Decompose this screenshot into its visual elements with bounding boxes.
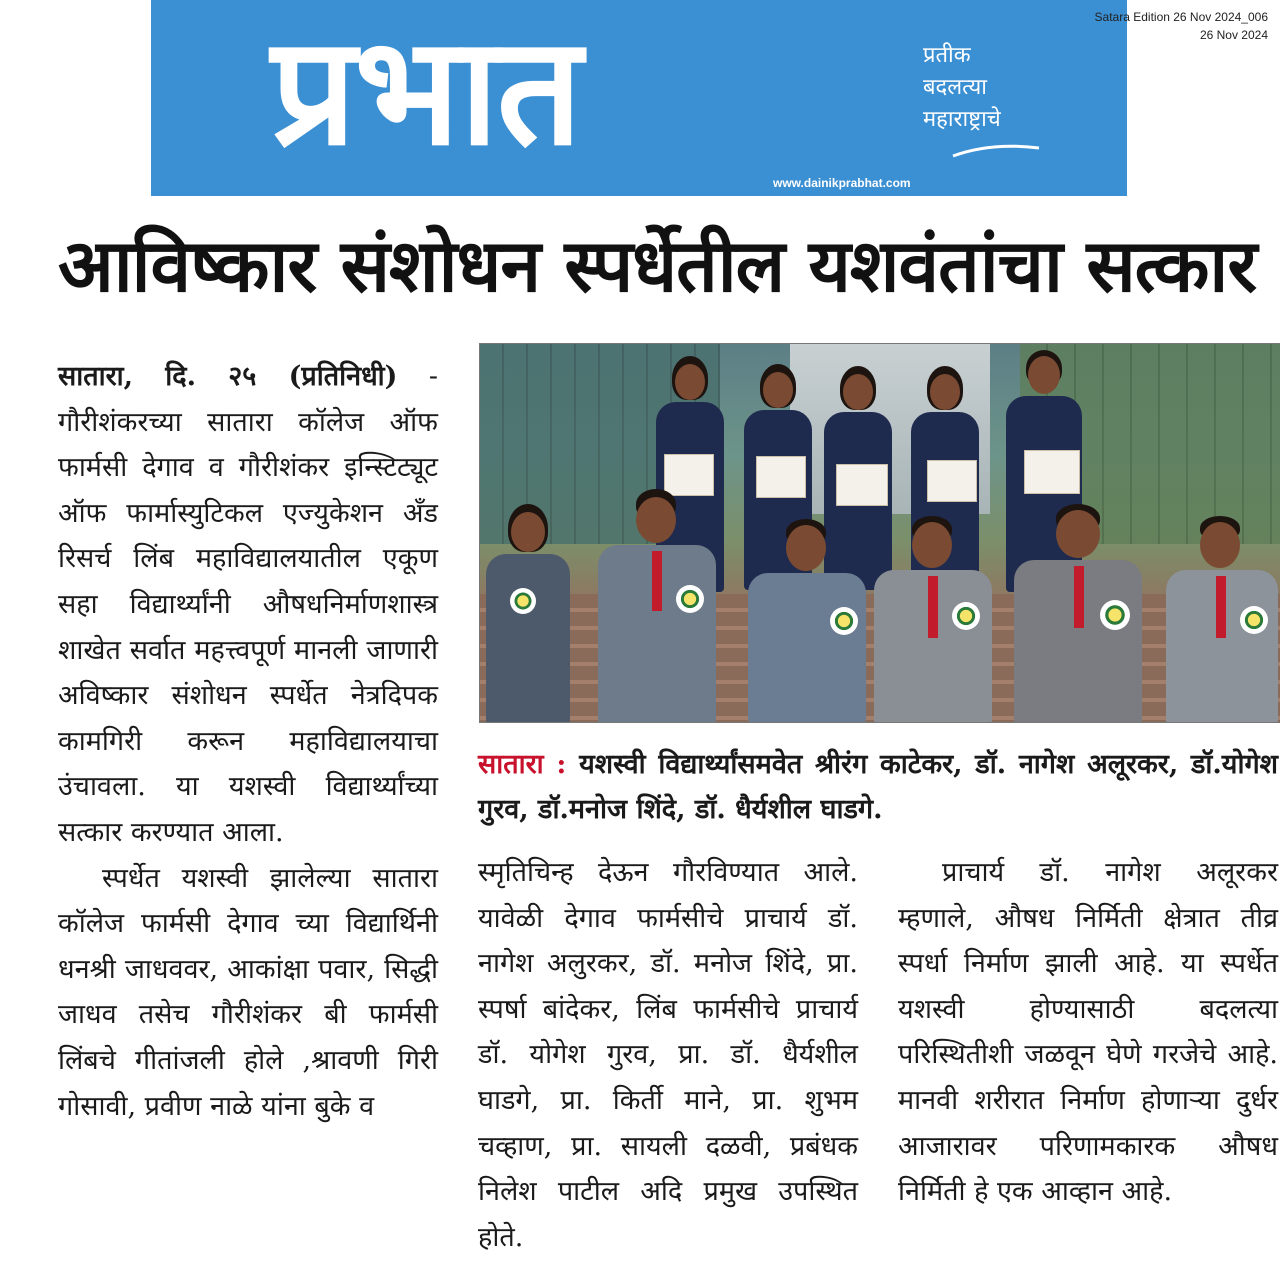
article-column-right: [898, 850, 1278, 1215]
edition-label: Satara Edition 26 Nov 2024_006: [1094, 10, 1268, 24]
caption-place: सातारा :: [478, 749, 567, 780]
caption-text: यशस्वी विद्यार्थ्यांसमवेत श्रीरंग काटेकर, डॉ. नागेश अलूरकर, डॉ.योगेश गुरव, डॉ.मनोज शिंदे, डॉ. धैर्यशील घाडगे.: [478, 749, 1279, 825]
edition-date: 26 Nov 2024: [1199, 28, 1268, 42]
masthead: [151, 0, 1127, 196]
masthead-tagline: [923, 40, 1063, 136]
article-para-4: प्राचार्य डॉ. नागेश अलूरकर म्हणाले, औषध निर्मिती क्षेत्रात तीव्र स्पर्धा निर्माण झाली आहे. या स्पर्धेत यशस्वी होण्यासाठी बदलत्या परिस्थितीशी जळवून घेणे गरजेचे आहे. मानवी शरीरात निर्माण होणाऱ्या दुर्धर आजारावर परिणामकारक औषध निर्मिती हे एक आव्हान आहे.: [898, 857, 1278, 1208]
photo-guest-5: [1008, 504, 1148, 722]
article-column-middle: [478, 850, 858, 1260]
photo-guest-1: [482, 504, 574, 722]
photo-guest-6: [1160, 516, 1280, 722]
photo-guest-4: [868, 516, 998, 722]
masthead-title: प्रभात: [271, 5, 581, 179]
photo-caption: [478, 742, 1278, 832]
news-photo: [479, 343, 1280, 723]
article-column-left: [58, 354, 438, 1129]
edition-info: [1095, 8, 1268, 44]
photo-guest-2: [592, 489, 722, 722]
article-para-3: स्मृतिचिन्ह देऊन गौरविण्यात आले. यावेळी देगाव फार्मसीचे प्राचार्य डॉ. नागेश अलुरकर, डॉ. मनोज शिंदे, प्रा. स्पर्षा बांदेकर, लिंब फार्मसीचे प्राचार्य डॉ. योगेश गुरव, प्रा. डॉ. धैर्यशील घाडगे, प्रा. किर्ती माने, प्रा. शुभम चव्हाण, प्रा. सायली दळवी, प्रबंधक निलेश पाटील अदि प्रमुख उपस्थित होते.: [478, 857, 858, 1253]
article-para-1-text: - गौरीशंकरच्या सातारा कॉलेज ऑफ फार्मसी देगाव व गौरीशंकर इन्स्टिट्यूट ऑफ फार्मास्युटिकल एज्युकेशन अँड रिसर्च लिंब महाविद्यालयातील एकूण सहा विद्यार्थ्यांनी औषधनिर्माणशास्त्र शाखेत सर्वात महत्त्वपूर्ण मानली जाणारी अविष्कार संशोधन स्पर्धेत नेत्रदिपक कामगिरी करून महाविद्यालयाचा उंचावला. या यशस्वी विद्यार्थ्यांच्या सत्कार करण्यात आला.: [58, 361, 438, 848]
article-para-1: [58, 354, 438, 856]
article-para-2: स्पर्धेत यशस्वी झालेल्या सातारा कॉलेज फार्मसी देगाव च्या विद्यार्थिनी धनश्री जाधववर, आकांक्षा पवार, सिद्धी जाधव तसेच गौरीशंकर बी फार्मसी लिंबचे गीतांजली होले ,श्रावणी गिरी गोसावी, प्रवीण नाळे यांना बुके व: [58, 862, 438, 1122]
photo-guest-3: [742, 519, 872, 722]
dateline: सातारा, दि. २५ (प्रतिनिधी): [58, 361, 398, 392]
masthead-website[interactable]: www.dainikprabhat.com: [773, 176, 911, 190]
tagline-line-1: प्रतीक: [923, 43, 971, 68]
headline: आविष्कार संशोधन स्पर्धेतील यशवंतांचा सत्कार: [58, 224, 1257, 309]
tagline-line-2: बदलत्या: [923, 75, 987, 100]
swoosh-icon: [951, 140, 1041, 160]
tagline-line-3: महाराष्ट्राचे: [923, 107, 1001, 132]
